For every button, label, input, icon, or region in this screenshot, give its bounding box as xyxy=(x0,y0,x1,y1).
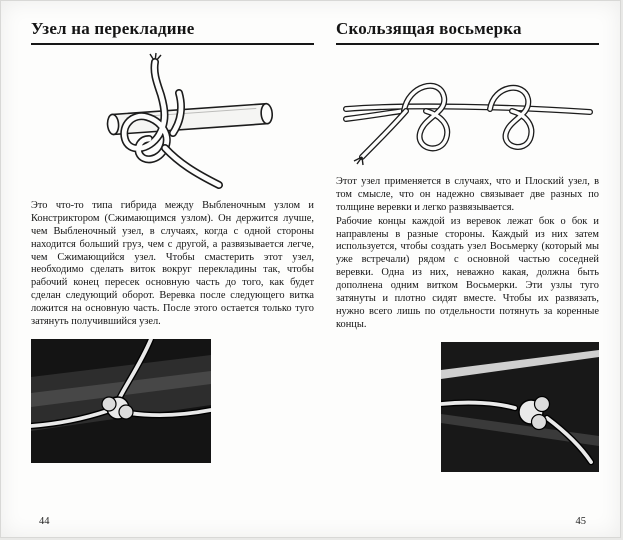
page-number-right: 45 xyxy=(575,516,586,527)
page-title-right: Скользящая восьмерка xyxy=(336,19,522,38)
knot-diagram-crossbar xyxy=(31,51,314,193)
page-left xyxy=(31,19,314,463)
knot-diagram-sliding-eight xyxy=(336,51,599,169)
knot-diagram-sliding-eight-svg xyxy=(340,51,596,169)
knot-photo-left xyxy=(31,339,211,463)
page-title-left: Узел на перекладине xyxy=(31,19,195,38)
body-text-left xyxy=(31,200,314,329)
page-right xyxy=(336,19,599,472)
paragraph: Этот узел применяется в случаях, что и Плоский узел, в том смысле, что он надежно связывает две разных по толщине веревки и легко развязывается. xyxy=(336,176,599,213)
page-number-left: 44 xyxy=(39,516,50,527)
title-rule-left xyxy=(31,43,314,45)
paragraph: Это что-то типа гибрида между Выбленочным узлом и Констриктором (Сжимающимся узлом). Он держится лучше, чем Выбленочный узел, в случаях, когда с одной стороны находится больший груз, чем с другой, а развязывается легче, чем Сжимающийся узел. Чтобы смастерить этот узел, необходимо сделать виток вокруг перекладины так, чтобы рабочий конец пересек основную часть до того, как будет сделан следующий оборот. Веревка после следующего витка ложится на основную часть. После этого остается только туго затянуть получившийся узел. xyxy=(31,200,314,328)
knot-diagram-crossbar-svg xyxy=(67,51,279,193)
knot-photo-right xyxy=(441,342,599,472)
title-rule-right xyxy=(336,43,599,45)
body-text-right xyxy=(336,176,599,332)
paragraph: Рабочие концы каждой из веревок лежат бок о бок и направлены в разные стороны. Каждый из них затем используется, чтобы создать узел Восьмерку (который мы уже встречали) рядом с основной частью соседней веревки. Одна из них, неважно какая, должна быть дополнена одним витком Восьмерки. Эти узлы туго затянуты и плотно сидят вместе. Чтобы их развязать, нужно всего лишь по отдельности потянуть за коренные концы. xyxy=(336,215,599,330)
